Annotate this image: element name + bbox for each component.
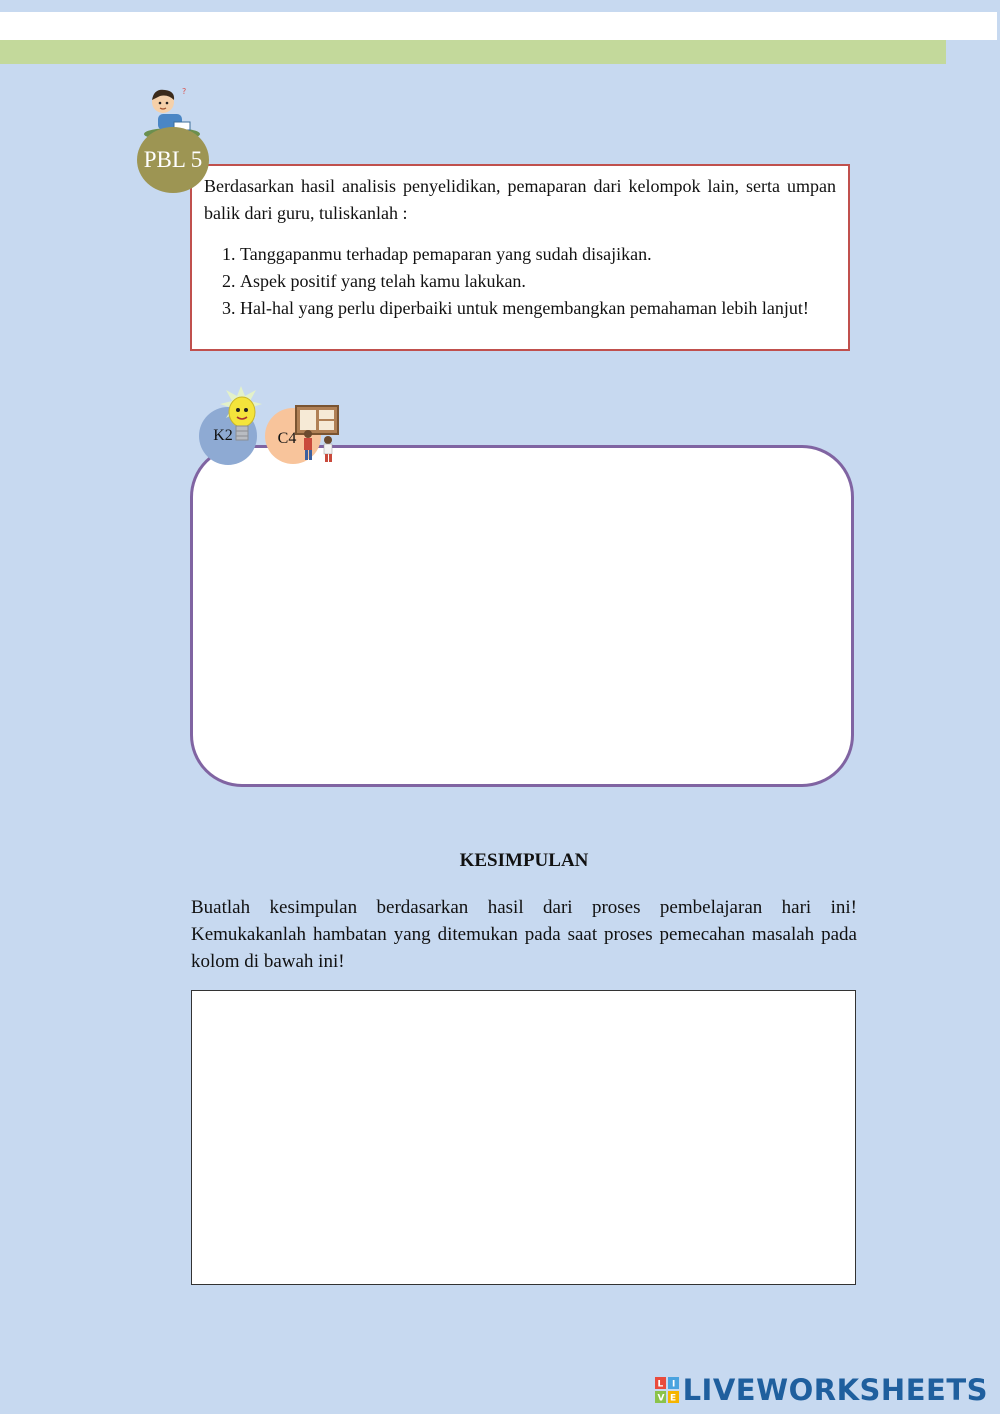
task-intro: Berdasarkan hasil analisis penyelidikan, pemaparan dari kelompok lain, serta umpan balik dari guru, tuliskanlah :: [204, 176, 836, 223]
task-item: 2. Aspek positif yang telah kamu lakukan.: [240, 268, 836, 295]
task-item: 3. Hal-hal yang perlu diperbaiki untuk mengembangkan pemahaman lebih lanjut!: [240, 295, 836, 322]
task-instructions-box: [190, 164, 850, 351]
task-list: [204, 241, 836, 322]
svg-text:V: V: [657, 1393, 665, 1403]
liveworksheets-brand: [655, 1372, 988, 1408]
c4-badge: C4: [265, 408, 321, 464]
svg-text:I: I: [671, 1379, 675, 1390]
svg-text:?: ?: [182, 87, 187, 96]
k2-badge: K2: [199, 407, 257, 465]
conclusion-title: KESIMPULAN: [459, 850, 589, 871]
lightbulb-icon: [218, 386, 264, 456]
task-item: 1. Tanggapanmu terhadap pemaparan yang sudah disajikan.: [240, 241, 836, 268]
liveworksheets-logo-icon: [655, 1377, 679, 1403]
header-white-strip: [0, 12, 997, 40]
header-green-bar: [0, 40, 946, 64]
presentation-board-icon: [290, 404, 342, 464]
response-answer-area[interactable]: [190, 445, 854, 787]
conclusion-instructions: Buatlah kesimpulan berdasarkan hasil dari proses pembelajaran hari ini! Kemukakanlah hambatan yang ditemukan pada saat proses pemecahan masalah pada kolom di bawah ini!: [191, 897, 857, 972]
conclusion-answer-area[interactable]: [191, 990, 856, 1285]
svg-text:E: E: [669, 1393, 676, 1403]
pbl-badge: PBL 5: [137, 127, 209, 193]
svg-text:L: L: [657, 1379, 663, 1390]
brand-name: LIVEWORKSHEETS: [682, 1373, 988, 1407]
